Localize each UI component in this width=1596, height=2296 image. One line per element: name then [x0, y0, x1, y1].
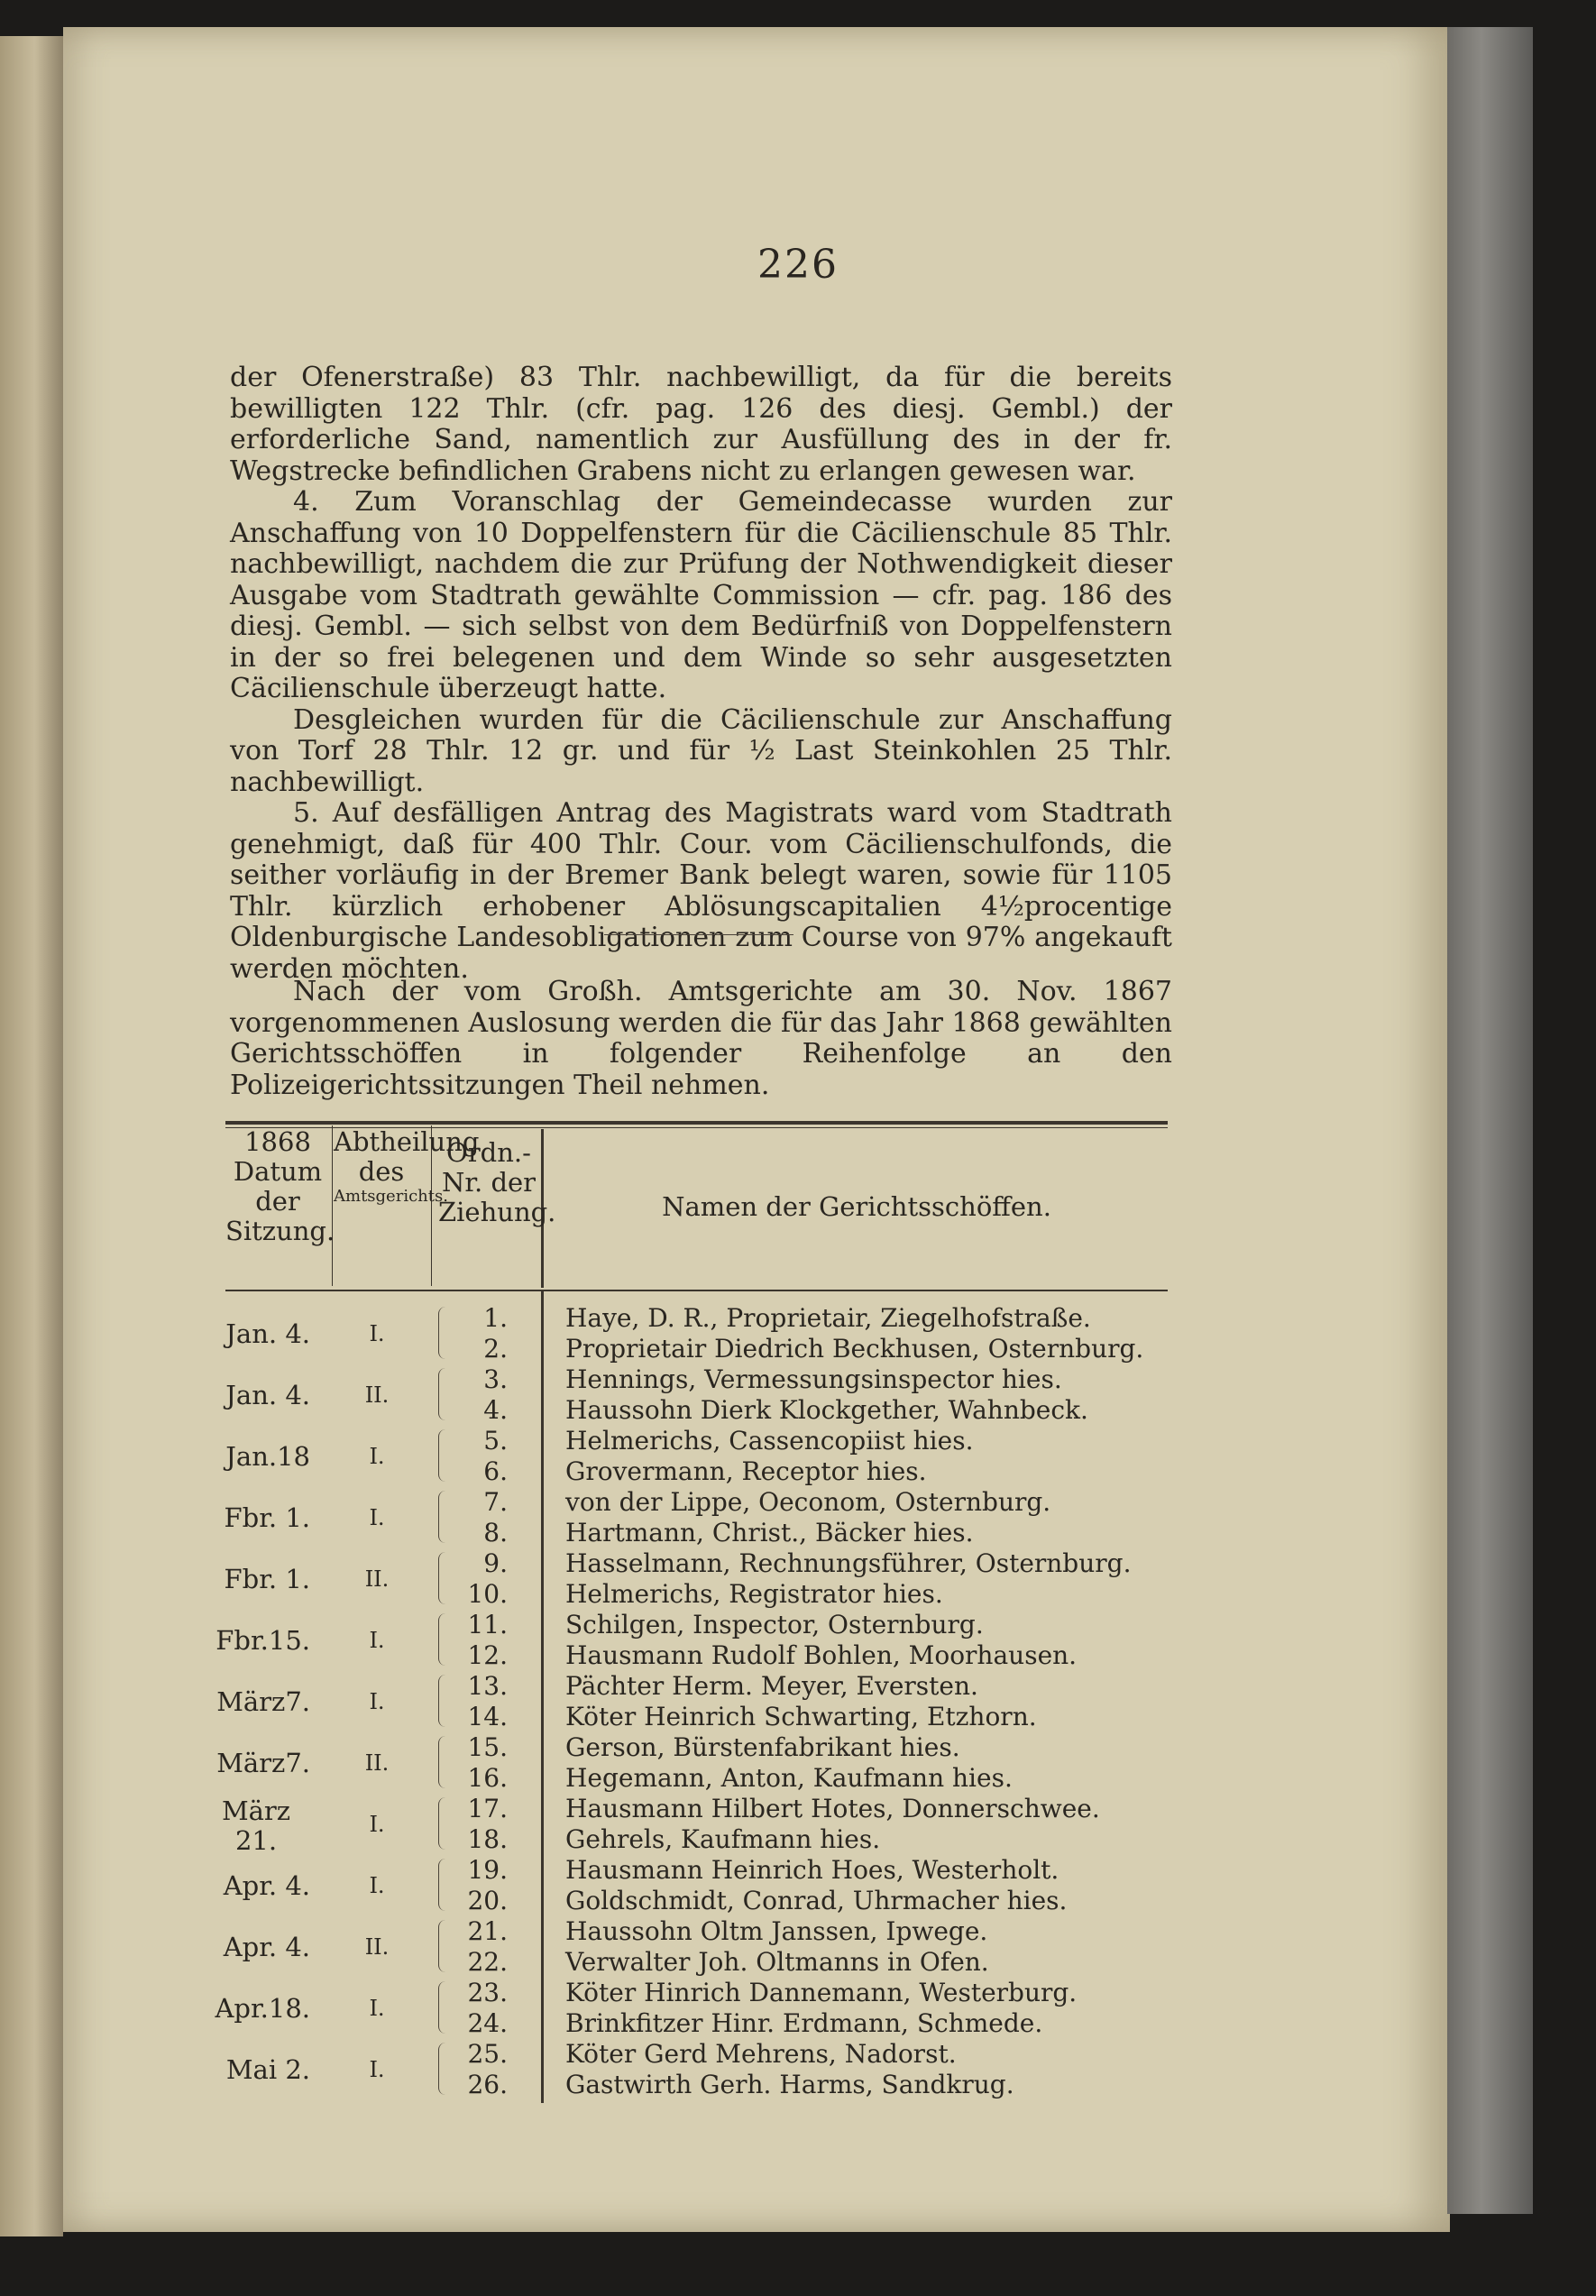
minutes-text: [230, 363, 1172, 985]
schoeffe-name: Haussohn Dierk Klockgether, Wahnbeck.: [565, 1395, 1088, 1425]
brace-mark: [438, 1736, 452, 1788]
brace-mark: [438, 1981, 452, 2034]
session-date: Apr. 4.: [223, 1870, 310, 1901]
schoeffe-name: Verwalter Joh. Oltmanns in Ofen.: [565, 1947, 989, 1977]
paragraph: der Ofenerstraße) 83 Thlr. nachbewilligt, da für die bereits bewilligten 122 Thlr. (cfr. pag. 126 des diesj. Gembl.) der erforderliche Sand, namentlich zur Ausfüllung des in der fr. Wegstrecke befindlichen Grabens nicht zu erlangen gewesen war.: [230, 362, 1172, 487]
session-date: März 21.: [221, 1795, 291, 1856]
brace-mark: [438, 1920, 452, 1972]
schoeffe-name: Hegemann, Anton, Kaufmann hies.: [565, 1763, 1013, 1793]
schoeffe-name: Gerson, Bürstenfabrikant hies.: [565, 1732, 960, 1762]
session-abteilung: I.: [369, 2057, 385, 2082]
header-namen: Namen der Gerichtsschöffen.: [662, 1191, 1051, 1222]
ordnr: 11.: [467, 1610, 508, 1639]
schoeffe-name: Hausmann Hilbert Hotes, Donnerschwee.: [565, 1794, 1100, 1823]
session-abteilung: I.: [369, 1321, 385, 1346]
schoeffe-name: Haye, D. R., Proprietair, Ziegelhofstraße.: [565, 1303, 1091, 1333]
brace-mark: [438, 1797, 452, 1850]
header-ordnr: Ordn.-Nr. der Ziehung.: [438, 1137, 556, 1227]
brace-mark: [438, 1552, 452, 1604]
session-date: März7.: [216, 1748, 310, 1778]
session-abteilung: I.: [369, 1628, 385, 1653]
ordnr: 6.: [483, 1456, 508, 1486]
ordnr: 22.: [467, 1947, 508, 1977]
header-abteilung: [334, 1126, 480, 1207]
ordnr: 1.: [483, 1303, 508, 1333]
ordnr: 12.: [467, 1640, 508, 1670]
ordnr: 10.: [467, 1579, 508, 1609]
session-abteilung: I.: [369, 1812, 385, 1837]
schoeffe-name: Hasselmann, Rechnungsführer, Osternburg.: [565, 1548, 1132, 1578]
paragraph: Desgleichen wurden für die Cäcilienschule zur Anschaffung von Torf 28 Thlr. 12 gr. und für ½ Last Steinkohlen 25 Thlr. nachbewilligt.: [230, 703, 1172, 798]
brace-mark: [438, 1307, 452, 1359]
adjacent-page-edge: [0, 36, 63, 2236]
paragraph: 4. Zum Voranschlag der Gemeindecasse wurden zur Anschaffung von 10 Doppelfenstern für die Cäcilienschule 85 Thlr. nachbewilligt, nachdem die zur Prüfung der Nothwendigkeit dieser Ausgabe vom Stadtrath gewählte Commission — cfr. pag. 186 des diesj. Gembl. — sich selbst von dem Bedürfniß von Doppelfenstern in der so frei belegenen und dem Winde so sehr ausgesetzten Cäcilienschule überzeugt hatte.: [230, 486, 1172, 704]
session-abteilung: I.: [369, 1444, 385, 1469]
ordnr: 2.: [483, 1334, 508, 1364]
session-date: Jan. 4.: [225, 1318, 310, 1349]
schoeffe-name: Grovermann, Receptor hies.: [565, 1456, 927, 1486]
schoeffe-name: Köter Heinrich Schwarting, Etzhorn.: [565, 1702, 1037, 1731]
brace-mark: [438, 1429, 452, 1482]
session-abteilung: II.: [364, 1382, 390, 1408]
session-date: Fbr. 1.: [224, 1502, 310, 1533]
schoeffe-name: Hennings, Vermessungsinspector hies.: [565, 1364, 1062, 1394]
ordnr: 20.: [467, 1886, 508, 1915]
schoeffe-name: Köter Hinrich Dannemann, Westerburg.: [565, 1978, 1078, 2007]
ordnr: 9.: [483, 1548, 508, 1578]
schoeffe-name: Gehrels, Kaufmann hies.: [565, 1824, 881, 1854]
column-divider: [332, 1125, 333, 1286]
schoeffe-name: Köter Gerd Mehrens, Nadorst.: [565, 2039, 957, 2069]
session-date: Apr. 4.: [223, 1932, 310, 1962]
session-date: Jan. 4.: [225, 1380, 310, 1410]
section-divider: [604, 934, 793, 935]
page-number: 226: [757, 242, 839, 288]
schoeffe-name: Proprietair Diedrich Beckhusen, Osternburg.: [565, 1334, 1144, 1364]
schoeffe-name: Helmerichs, Registrator hies.: [565, 1579, 943, 1609]
session-date: März7.: [216, 1686, 310, 1717]
ordnr: 18.: [467, 1824, 508, 1854]
ordnr: 17.: [467, 1794, 508, 1823]
ordnr: 16.: [467, 1763, 508, 1793]
schoeffe-name: Pächter Herm. Meyer, Eversten.: [565, 1671, 978, 1701]
session-date: Fbr. 1.: [224, 1564, 310, 1594]
session-abteilung: I.: [369, 1873, 385, 1898]
paragraph: Nach der vom Großh. Amtsgerichte am 30. Nov. 1867 vorgenommenen Auslosung werden die für das Jahr 1868 gewählten Gerichtsschöffen in folgender Reihenfolge an den Polizeigerichtssitzungen Theil nehmen.: [230, 976, 1172, 1101]
session-abteilung: II.: [364, 1934, 390, 1960]
paragraph: 5. Auf desfälligen Antrag des Magistrats ward vom Stadtrath genehmigt, daß für 400 Thlr. Cour. vom Cäcilienschulfonds, die seither vorläufig in der Bremer Bank belegt waren, sowie für 1105 Thlr. kürzlich erhobener Ablösungscapitalien 4½procentige Oldenburgische Landesobligationen zum Course von 97% angekauft werden möchten.: [230, 797, 1172, 985]
ordnr: 23.: [467, 1978, 508, 2007]
column-divider: [541, 1291, 544, 2103]
schoeffe-name: Hartmann, Christ., Bäcker hies.: [565, 1518, 974, 1548]
schoeffe-name: Haussohn Oltm Janssen, Ipwege.: [565, 1916, 988, 1946]
ordnr: 5.: [483, 1426, 508, 1456]
book-cover-edge: [1447, 27, 1533, 2214]
session-date: Fbr.15.: [216, 1625, 310, 1656]
ordnr: 3.: [483, 1364, 508, 1394]
header-amtsgericht: Amtsgerichts.: [334, 1187, 448, 1206]
session-abteilung: I.: [369, 1689, 385, 1714]
brace-mark: [438, 1675, 452, 1727]
brace-mark: [438, 1368, 452, 1420]
session-date: Mai 2.: [225, 2054, 310, 2085]
ordnr: 7.: [483, 1487, 508, 1517]
ordnr: 14.: [467, 1702, 508, 1731]
session-date: Apr.18.: [215, 1993, 310, 2024]
schoeffe-name: von der Lippe, Oeconom, Osternburg.: [565, 1487, 1051, 1517]
ordnr: 24.: [467, 2008, 508, 2038]
ordnr: 19.: [467, 1855, 508, 1885]
session-abteilung: II.: [364, 1750, 390, 1776]
ordnr: 8.: [483, 1518, 508, 1548]
table-top-rule: [225, 1121, 1168, 1125]
schoeffe-name: Brinkfitzer Hinr. Erdmann, Schmede.: [565, 2008, 1043, 2038]
schoeffe-name: Hausmann Heinrich Hoes, Westerholt.: [565, 1855, 1059, 1885]
header-date: 1868 Datum der Sitzung.: [225, 1126, 335, 1246]
brace-mark: [438, 2043, 452, 2095]
schoeffe-name: Hausmann Rudolf Bohlen, Moorhausen.: [565, 1640, 1078, 1670]
brace-mark: [438, 1613, 452, 1666]
session-abteilung: I.: [369, 1996, 385, 2021]
ordnr: 21.: [467, 1916, 508, 1946]
schoeffe-name: Schilgen, Inspector, Osternburg.: [565, 1610, 984, 1639]
brace-mark: [438, 1491, 452, 1543]
schoeffe-name: Helmerichs, Cassencopiist hies.: [565, 1426, 974, 1456]
table-header-rule: [225, 1290, 1168, 1291]
ordnr: 26.: [467, 2070, 508, 2099]
session-date: Jan.18: [225, 1441, 310, 1472]
ordnr: 4.: [483, 1395, 508, 1425]
schoeffe-name: Goldschmidt, Conrad, Uhrmacher hies.: [565, 1886, 1068, 1915]
announcement-text: [230, 977, 1172, 1101]
session-abteilung: I.: [369, 1505, 385, 1530]
session-abteilung: II.: [364, 1566, 390, 1592]
header-abteilung-label: Abtheilung des: [334, 1126, 480, 1187]
schoeffe-name: Gastwirth Gerh. Harms, Sandkrug.: [565, 2070, 1014, 2099]
brace-mark: [438, 1859, 452, 1911]
ordnr: 15.: [467, 1732, 508, 1762]
ordnr: 25.: [467, 2039, 508, 2069]
ordnr: 13.: [467, 1671, 508, 1701]
